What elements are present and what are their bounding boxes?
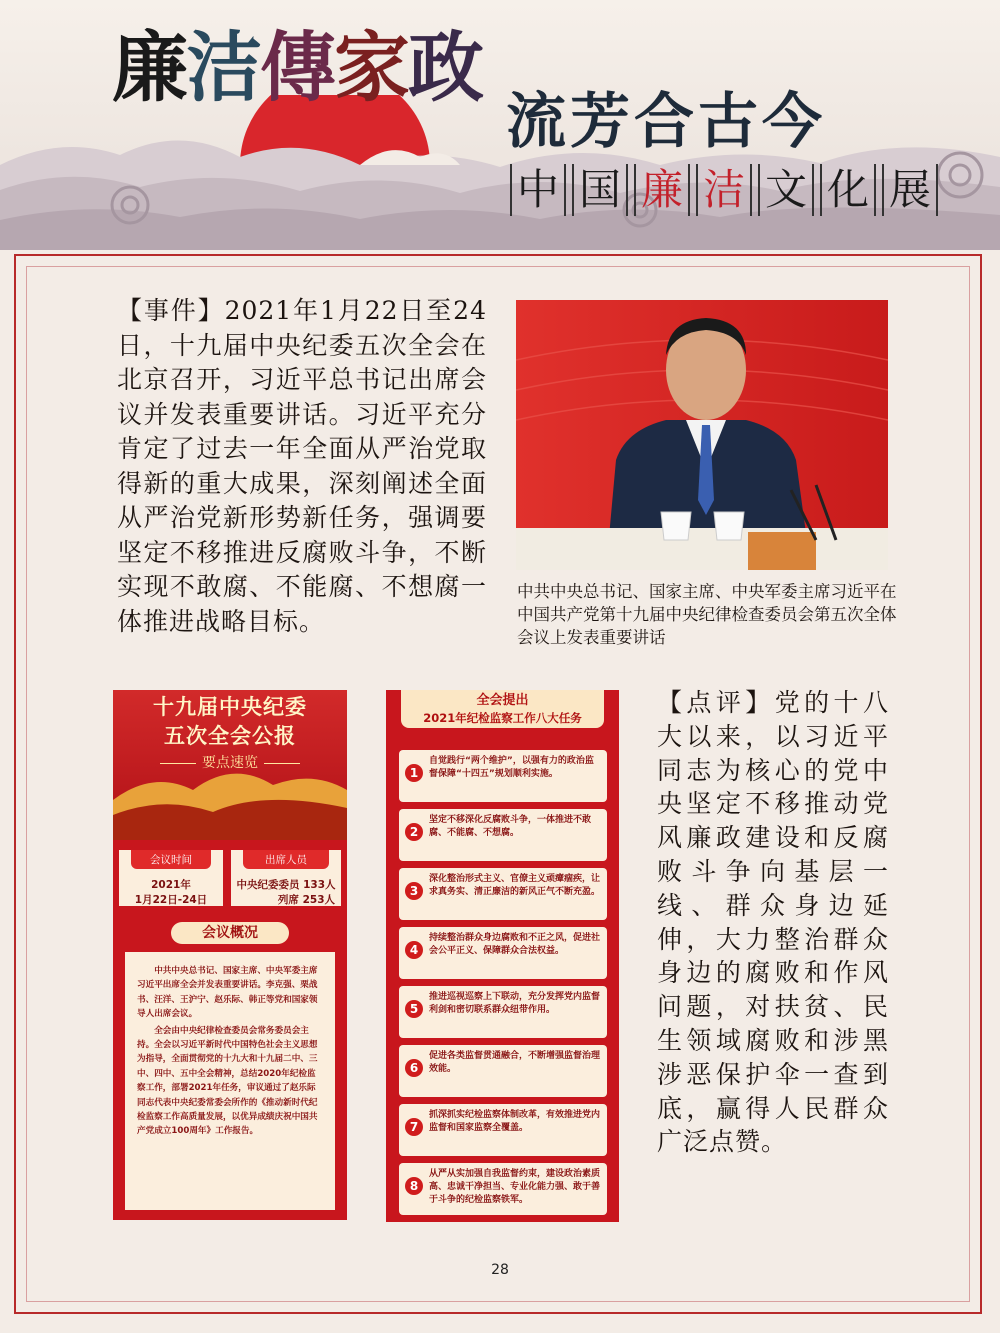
exhibit-char: 国 — [572, 164, 628, 216]
tasks-panel — [386, 690, 619, 1222]
task-number: 4 — [405, 941, 423, 959]
comment-paragraph: 【点评】党的十八大以来，以习近平同志为核心的党中央坚定不移推动党风廉政建设和反腐败斗争向基层一线、群众身边延伸，大力整治群众身边的腐败和作风问题，对扶贫、民生领域腐败和涉黑涉恶保护伞一查到底，赢得人民群众广泛点赞。 — [657, 688, 889, 1157]
attendees-members: 中央纪委委员 133人 — [236, 879, 336, 891]
exhibit-char: 文 — [758, 164, 814, 216]
news-photo — [516, 300, 888, 570]
bulletin-title-line1: 十九届中央纪委 — [153, 694, 307, 719]
speaker-illustration — [516, 300, 888, 570]
task-text: 促进各类监督贯通融合，不断增强监督治理效能。 — [429, 1051, 601, 1074]
task-text: 深化整治形式主义、官僚主义顽瘴痼疾，让求真务实、清正廉洁的新风正气不断充盈。 — [429, 874, 601, 897]
overview-paragraph: 全会由中央纪律检查委员会常务委员会主持。全会以习近平新时代中国特色社会主义思想为指导，全面贯彻党的十九大和十九届二中、三中、四中、五中全会精神，总结2020年纪检监察工作，部署2021年任务，审议通过了赵乐际同志代表中央纪委常委会所作的《推动新时代纪检监察工作高质量发展，以优异成绩庆祝中国共产党成立100周年》工作报告。 — [137, 1025, 318, 1137]
overview-paragraph: 中共中央总书记、国家主席、中央军委主席习近平出席全会并发表重要讲话。李克强、栗战书、汪洋、王沪宁、赵乐际、韩正等党和国家领导人出席会议。 — [137, 966, 318, 1020]
title-char: 洁 — [186, 23, 260, 112]
bulletin-panel — [113, 690, 347, 1220]
page-number: 28 — [491, 1262, 509, 1278]
meeting-time-year: 2021年 — [151, 879, 191, 891]
task-text: 从严从实加强自我监督约束，建设政治素质高、忠诚干净担当、专业化能力强、敢于善于斗争的纪检监察铁军。 — [429, 1169, 601, 1205]
exhibit-char: 展 — [882, 164, 938, 216]
task-text: 持续整治群众身边腐败和不正之风，促进社会公平正义、保障群众合法权益。 — [429, 933, 601, 956]
task-item — [399, 809, 607, 861]
task-item — [399, 1045, 607, 1097]
title-line-1 — [112, 23, 482, 112]
bulletin-title-line2: 五次全会公报 — [164, 723, 296, 748]
overview-label: 会议概况 — [171, 922, 289, 944]
tasks-header — [401, 690, 604, 728]
overview-body — [125, 952, 335, 1210]
task-number: 5 — [405, 1000, 423, 1018]
title-char: 傳 — [260, 23, 334, 112]
task-item — [399, 927, 607, 979]
task-number: 1 — [405, 764, 423, 782]
exhibit-char: 洁 — [696, 164, 752, 216]
title-line-2: 流芳合古今 — [506, 87, 826, 157]
exhibit-char: 化 — [820, 164, 876, 216]
task-number: 6 — [405, 1059, 423, 1077]
task-text: 推进巡视巡察上下联动，充分发挥党内监督利剑和密切联系群众纽带作用。 — [429, 992, 601, 1015]
task-text: 抓深抓实纪检监察体制改革，有效推进党内监督和国家监察全覆盖。 — [429, 1110, 601, 1133]
exhibit-char: 中 — [510, 164, 566, 216]
task-text: 坚定不移深化反腐败斗争，一体推进不敢腐、不能腐、不想腐。 — [429, 815, 592, 838]
meeting-time-label: 会议时间 — [131, 850, 211, 869]
task-item — [399, 986, 607, 1038]
event-paragraph: 【事件】2021年1月22日至24日，十九届中央纪委五次全会在北京召开，习近平总书记出席会议并发表重要讲话。习近平充分肯定了过去一年全面从严治党取得新的重大成果，深刻阐述全面从严治党新形势新任务，强调要坚定不移推进反腐败斗争，不断实现不敢腐、不能腐、不想腐一体推进战略目标。 — [117, 296, 487, 636]
meeting-time-dates: 1月22日-24日 — [134, 894, 208, 906]
task-number: 8 — [405, 1177, 423, 1195]
exhibit-char: 廉 — [634, 164, 690, 216]
task-number: 3 — [405, 882, 423, 900]
title-char: 政 — [408, 23, 482, 112]
bulletin-title — [113, 692, 347, 750]
exhibit-title — [510, 164, 938, 216]
task-item — [399, 750, 607, 802]
bulletin-subtitle: 要点速览 — [113, 752, 347, 772]
task-text: 自觉践行“两个维护”，以强有力的政治监督保障“十四五”规划顺利实施。 — [429, 756, 594, 779]
tasks-header-line1: 全会提出 — [476, 693, 529, 708]
tasks-header-line2: 2021年纪检监察工作八大任务 — [423, 711, 582, 725]
title-char: 家 — [334, 23, 408, 112]
attendees-box — [231, 850, 341, 906]
task-number: 7 — [405, 1118, 423, 1136]
meeting-time-box — [119, 850, 223, 906]
photo-caption: 中共中央总书记、国家主席、中央军委主席习近平在中国共产党第十九届中央纪律检查委员会第五次全体会议上发表重要讲话 — [517, 582, 897, 647]
task-item — [399, 1163, 607, 1215]
page-header — [0, 0, 1000, 250]
title-char: 廉 — [112, 23, 186, 112]
task-item — [399, 868, 607, 920]
attendees-observers: 列席 253人 — [277, 894, 335, 906]
task-item — [399, 1104, 607, 1156]
attendees-label: 出席人员 — [243, 850, 329, 869]
task-number: 2 — [405, 823, 423, 841]
